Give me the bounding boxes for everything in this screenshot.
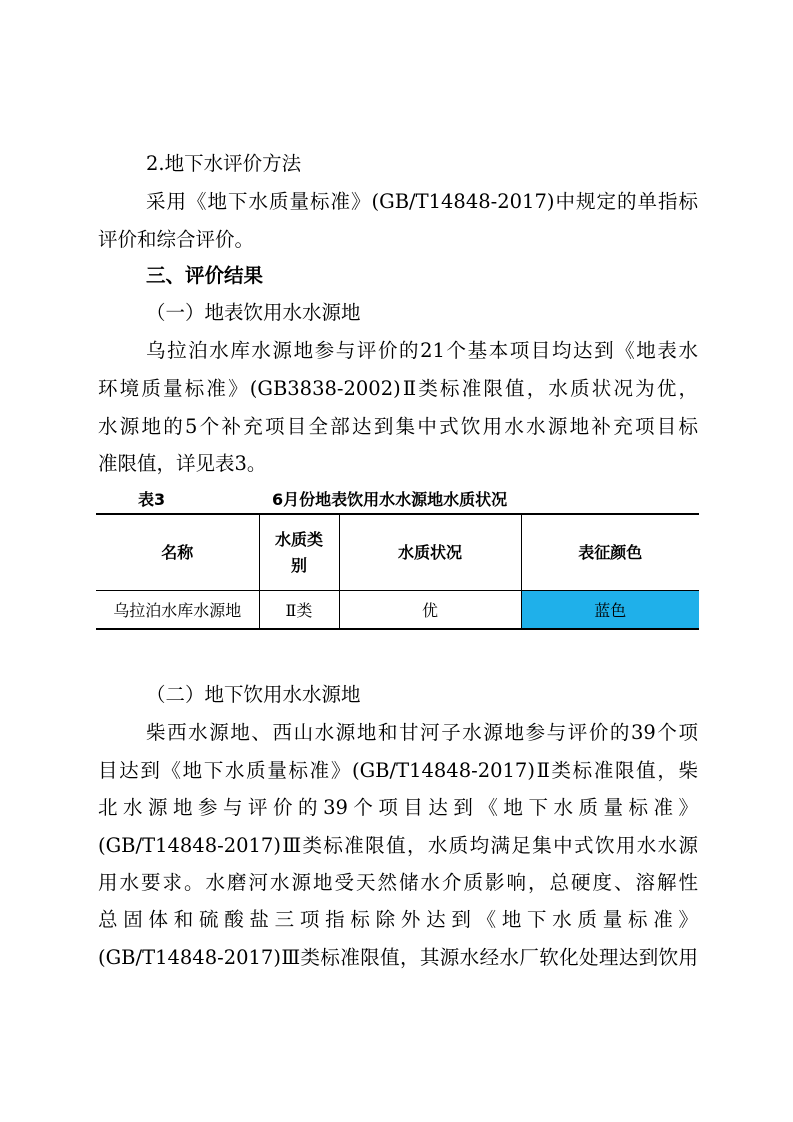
paragraph-line: 环境质量标准》(GB3838-2002)Ⅱ类标准限值，水质状况为优， — [98, 377, 698, 400]
ground-heading: （二）地下饮用水水源地 — [146, 683, 361, 706]
header-status: 水质状况 — [339, 514, 521, 591]
paragraph-line: 北水源地参与评价的39个项目达到《地下水质量标准》 — [98, 796, 698, 819]
paragraph-line: 乌拉泊水库水源地参与评价的21个基本项目均达到《地表水 — [146, 339, 698, 362]
table-caption-title: 6月份地表饮用水水源地水质状况 — [272, 490, 508, 509]
paragraph-line: 准限值，详见表3。 — [98, 452, 267, 475]
paragraph-line: 用水要求。水磨河水源地受天然储水介质影响，总硬度、溶解性 — [98, 871, 698, 894]
paragraph-line: 水源地的5个补充项目全部达到集中式饮用水水源地补充项目标 — [98, 415, 698, 438]
paragraph-line: (GB/T14848-2017)Ⅲ类标准限值，水质均满足集中式饮用水水源 — [98, 834, 698, 857]
paragraph-line: 采用《地下水质量标准》(GB/T14848-2017)中规定的单指标 — [146, 190, 698, 213]
table-caption-number: 表3 — [138, 490, 166, 509]
cell-name: 乌拉泊水库水源地 — [96, 591, 259, 630]
header-color: 表征颜色 — [521, 514, 699, 591]
water-quality-table — [96, 513, 699, 630]
surface-heading: （一）地表饮用水水源地 — [146, 301, 361, 324]
cell-color: 蓝色 — [521, 591, 699, 630]
cell-category: Ⅱ类 — [259, 591, 339, 630]
table-header-row — [96, 514, 699, 591]
paragraph-line: (GB/T14848-2017)Ⅲ类标准限值，其源水经水厂软化处理达到饮用 — [98, 946, 698, 969]
paragraph-line: 总固体和硫酸盐三项指标除外达到《地下水质量标准》 — [98, 908, 698, 931]
section2-heading: 2.地下水评价方法 — [146, 152, 302, 175]
results-heading: 三、评价结果 — [146, 264, 264, 287]
header-category: 水质类 别 — [259, 514, 339, 591]
paragraph-line: 目达到《地下水质量标准》(GB/T14848-2017)Ⅱ类标准限值，柴 — [98, 759, 698, 782]
paragraph-line: 柴西水源地、西山水源地和甘河子水源地参与评价的39个项 — [146, 721, 698, 744]
paragraph-line: 评价和综合评价。 — [98, 228, 255, 251]
header-name: 名称 — [96, 514, 259, 591]
cell-status: 优 — [339, 591, 521, 630]
table-row — [96, 591, 699, 630]
